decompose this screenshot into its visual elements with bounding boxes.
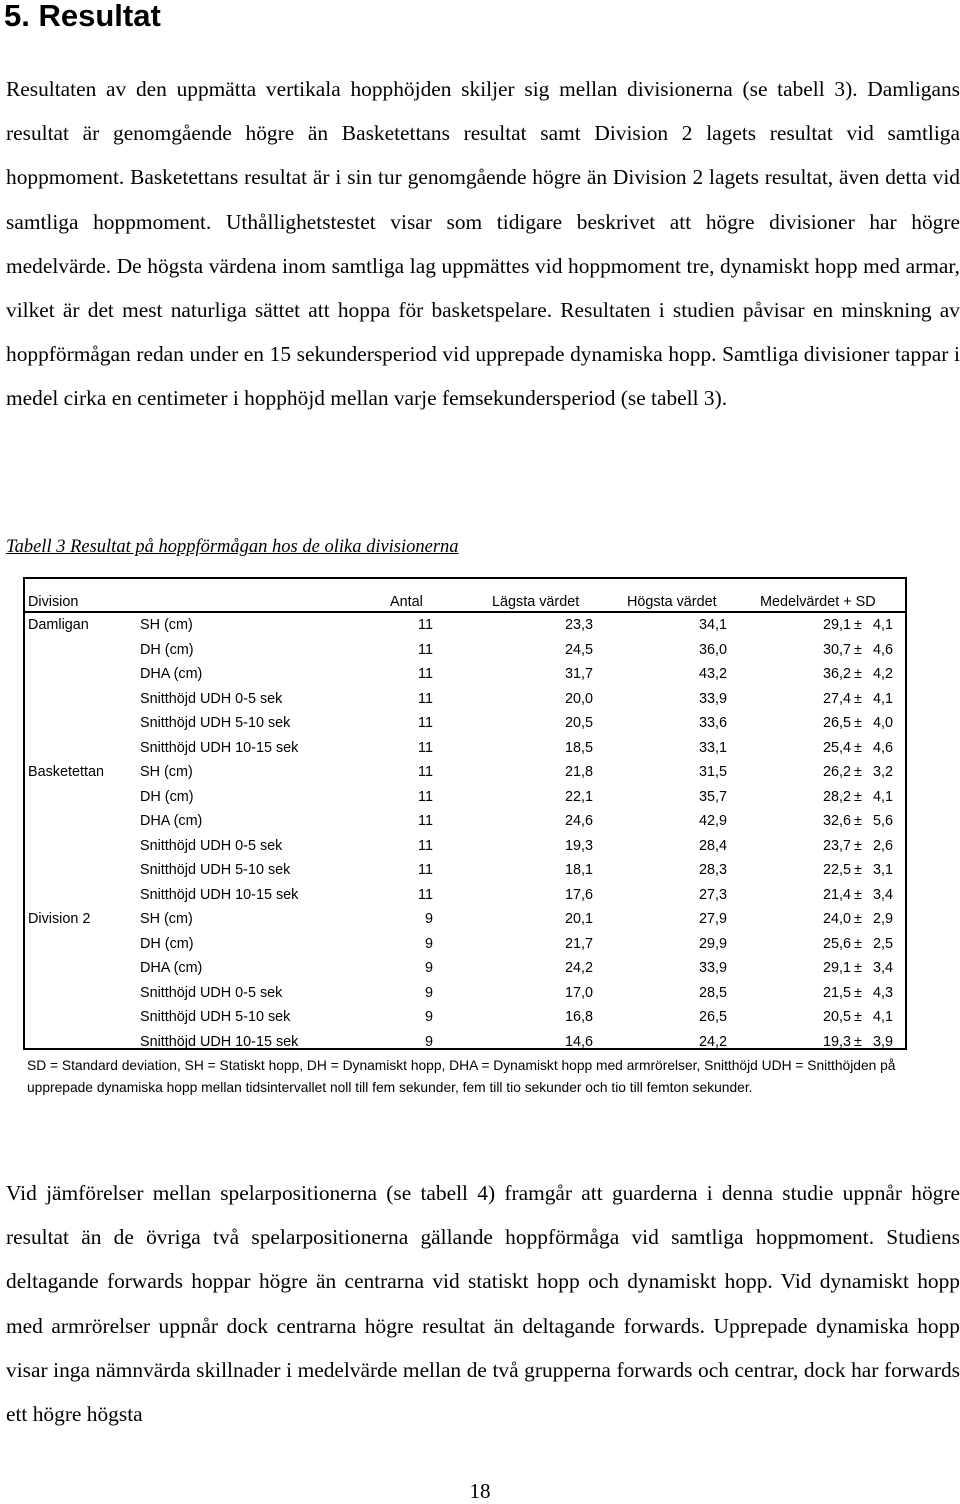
row-antal: 11 [418, 788, 433, 805]
row-mean: 19,3 [822, 1033, 851, 1050]
row-hogsta: 33,6 [698, 715, 727, 731]
row-antal: 11 [418, 739, 433, 756]
row-plusminus: ± [854, 1033, 862, 1050]
row-lagsta: 18,1 [564, 862, 593, 878]
row-sd: 4,0 [872, 715, 893, 731]
row-plusminus: ± [854, 788, 862, 805]
row-antal: 11 [418, 715, 433, 731]
row-measure: DHA (cm) [140, 813, 203, 829]
row-measure: SH (cm) [140, 617, 193, 633]
row-mean: 26,5 [822, 715, 851, 731]
row-mean: 29,1 [822, 960, 851, 976]
results-paragraph: Resultaten av den uppmätta vertikala hopphöjden skiljer sig mellan divisionerna (se tabell 3). Damligans resultat är genomgående högre än Basketettans resultat samt Division 2 lagets resultat vid samtliga hoppmoment. Basketettans resultat är i sin tur genomgående högre än Division 2 lagets resultat, även detta vid samtliga hoppmoment. Uthållighetstestet visar som tidigare beskrivet att högre divisioner har högre medelvärde. De högsta värdena inom samtliga lag uppmättes vid hoppmoment tre, dynamiskt hopp med armar, vilket är det mest naturliga sättet att hoppa för basketspelare. Resultaten i studien påvisar en minskning av hoppförmågan redan under en 15 sekundersperiod vid upprepade dynamiska hopp. Samtliga divisioner tappar i medel cirka en centimeter i hopphöjd mellan varje femsekundersperiod (se tabell 3). [6, 77, 960, 411]
row-division: Basketettan [28, 764, 105, 780]
row-plusminus: ± [854, 837, 862, 854]
table-row [25, 834, 905, 859]
row-plusminus: ± [854, 764, 862, 780]
row-hogsta: 43,2 [698, 666, 727, 682]
table-row [25, 638, 905, 663]
row-mean: 25,6 [822, 935, 851, 952]
row-sd: 4,1 [872, 1009, 893, 1025]
table-row [25, 907, 905, 932]
row-lagsta: 20,5 [564, 715, 593, 731]
row-sd: 5,6 [872, 813, 893, 829]
row-hogsta: 27,9 [698, 911, 727, 927]
row-antal: 11 [418, 837, 433, 854]
row-plusminus: ± [854, 1009, 862, 1025]
row-mean: 20,5 [822, 1009, 851, 1025]
table-row [25, 1030, 905, 1055]
row-measure: DHA (cm) [140, 666, 203, 682]
table-row [25, 736, 905, 761]
row-plusminus: ± [854, 739, 862, 756]
header-lagsta: Lägsta värdet [492, 594, 580, 610]
table-header-row [25, 579, 905, 613]
row-measure: Snitthöjd UDH 10-15 sek [140, 886, 299, 903]
table-row [25, 613, 905, 638]
header-division: Division [28, 594, 79, 610]
table-row [25, 809, 905, 834]
row-sd: 4,1 [872, 617, 893, 633]
table-notes: SD = Standard deviation, SH = Statiskt hopp, DH = Dynamiskt hopp, DHA = Dynamiskt hopp med armrörelser, Snitthöjd UDH = Snitthöjden på upprepade dynamiska hopp mellan tidsintervallet noll till fem sekunder, fem till tio sekunder och tio till femton sekunder. [27, 1058, 896, 1095]
table-row [25, 1005, 905, 1030]
row-mean: 25,4 [822, 739, 851, 756]
row-antal: 11 [418, 886, 433, 903]
header-medel: Medelvärdet + SD [760, 594, 876, 610]
row-antal: 11 [418, 764, 433, 780]
row-plusminus: ± [854, 984, 862, 1001]
row-antal: 9 [424, 1033, 433, 1050]
table-row [25, 932, 905, 957]
row-measure: SH (cm) [140, 764, 193, 780]
row-antal: 9 [424, 984, 433, 1001]
table-row [25, 981, 905, 1006]
row-measure: Snitthöjd UDH 5-10 sek [140, 1009, 291, 1025]
row-lagsta: 21,8 [564, 764, 593, 780]
row-measure: SH (cm) [140, 911, 193, 927]
results-table [23, 577, 907, 1050]
row-lagsta: 24,6 [564, 813, 593, 829]
row-hogsta: 29,9 [698, 935, 727, 952]
row-measure: DH (cm) [140, 788, 194, 805]
row-measure: Snitthöjd UDH 0-5 sek [140, 984, 283, 1001]
row-hogsta: 26,5 [698, 1009, 727, 1025]
row-sd: 4,6 [872, 641, 893, 658]
row-plusminus: ± [854, 911, 862, 927]
row-hogsta: 28,4 [698, 837, 727, 854]
table-caption: Tabell 3 Resultat på hoppförmågan hos de olika divisionerna [6, 537, 459, 557]
page-number: 18 [469, 1479, 491, 1503]
row-plusminus: ± [854, 960, 862, 976]
row-measure: Snitthöjd UDH 10-15 sek [140, 1033, 299, 1050]
row-hogsta: 28,5 [698, 984, 727, 1001]
row-lagsta: 17,6 [564, 886, 593, 903]
row-measure: DH (cm) [140, 641, 194, 658]
row-antal: 11 [418, 617, 433, 633]
row-sd: 4,1 [872, 788, 893, 805]
row-antal: 9 [424, 960, 433, 976]
table-row [25, 883, 905, 908]
row-lagsta: 18,5 [564, 739, 593, 756]
row-lagsta: 22,1 [564, 788, 593, 805]
table-row [25, 785, 905, 810]
row-lagsta: 16,8 [564, 1009, 593, 1025]
row-plusminus: ± [854, 886, 862, 903]
row-measure: Snitthöjd UDH 0-5 sek [140, 690, 283, 707]
row-plusminus: ± [854, 666, 862, 682]
table-row [25, 711, 905, 736]
row-lagsta: 19,3 [564, 837, 593, 854]
row-hogsta: 31,5 [698, 764, 727, 780]
row-mean: 29,1 [822, 617, 851, 633]
row-sd: 3,4 [872, 886, 893, 903]
row-antal: 11 [418, 641, 433, 658]
row-hogsta: 24,2 [698, 1033, 727, 1050]
table-row [25, 662, 905, 687]
row-plusminus: ± [854, 641, 862, 658]
row-mean: 32,6 [822, 813, 851, 829]
row-antal: 11 [418, 666, 433, 682]
row-lagsta: 20,0 [564, 690, 593, 707]
row-mean: 22,5 [822, 862, 851, 878]
row-antal: 11 [418, 862, 433, 878]
row-sd: 4,1 [872, 690, 893, 707]
table-row [25, 858, 905, 883]
row-mean: 30,7 [822, 641, 851, 658]
row-lagsta: 23,3 [564, 617, 593, 633]
row-mean: 26,2 [822, 764, 851, 780]
row-antal: 9 [424, 935, 433, 952]
row-hogsta: 28,3 [698, 862, 727, 878]
row-measure: Snitthöjd UDH 10-15 sek [140, 739, 299, 756]
table-row [25, 687, 905, 712]
row-mean: 21,5 [822, 984, 851, 1001]
row-hogsta: 33,1 [698, 739, 727, 756]
row-sd: 4,3 [872, 984, 893, 1001]
row-lagsta: 24,2 [564, 960, 593, 976]
row-plusminus: ± [854, 862, 862, 878]
row-lagsta: 20,1 [564, 911, 593, 927]
row-mean: 23,7 [822, 837, 851, 854]
row-plusminus: ± [854, 813, 862, 829]
row-mean: 21,4 [822, 886, 851, 903]
row-antal: 11 [418, 813, 433, 829]
row-lagsta: 17,0 [564, 984, 593, 1001]
row-antal: 11 [418, 690, 433, 707]
header-hogsta: Högsta värdet [627, 594, 717, 610]
row-plusminus: ± [854, 935, 862, 952]
row-plusminus: ± [854, 690, 862, 707]
row-sd: 3,1 [872, 862, 893, 878]
row-hogsta: 33,9 [698, 690, 727, 707]
row-sd: 3,9 [872, 1033, 893, 1050]
table-row [25, 956, 905, 981]
row-hogsta: 33,9 [698, 960, 727, 976]
row-measure: Snitthöjd UDH 5-10 sek [140, 862, 291, 878]
table-row [25, 760, 905, 785]
row-measure: Snitthöjd UDH 0-5 sek [140, 837, 283, 854]
row-hogsta: 36,0 [698, 641, 727, 658]
row-division: Damligan [28, 617, 89, 633]
row-mean: 24,0 [822, 911, 851, 927]
row-measure: Snitthöjd UDH 5-10 sek [140, 715, 291, 731]
row-sd: 2,9 [872, 911, 893, 927]
row-hogsta: 35,7 [698, 788, 727, 805]
row-lagsta: 31,7 [564, 666, 593, 682]
row-sd: 4,2 [872, 666, 893, 682]
row-plusminus: ± [854, 715, 862, 731]
row-sd: 2,6 [872, 837, 893, 854]
row-measure: DH (cm) [140, 935, 194, 952]
row-plusminus: ± [854, 617, 862, 633]
row-hogsta: 42,9 [698, 813, 727, 829]
row-sd: 3,2 [872, 764, 893, 780]
row-lagsta: 14,6 [564, 1033, 593, 1050]
positions-paragraph: Vid jämförelser mellan spelarpositionerna (se tabell 4) framgår att guarderna i denna studie uppnår högre resultat än de övriga två spelarpositionerna gällande hoppförmåga vid samtliga hoppmoment. Studiens deltagande forwards hoppar högre än centrarna vid statiskt hopp och dynamiskt hopp. Vid dynamiskt hopp med armrörelser uppnår dock centrarna högre resultat än deltagande forwards. Upprepade dynamiska hopp visar inga nämnvärda skillnader i medelvärde mellan de två grupperna forwards och centrar, dock har forwards ett högre högsta [6, 1181, 960, 1427]
row-antal: 9 [424, 1009, 433, 1025]
row-lagsta: 24,5 [564, 641, 593, 658]
row-hogsta: 27,3 [698, 886, 727, 903]
section-heading: 5. Resultat [4, 0, 161, 33]
row-division: Division 2 [28, 911, 91, 927]
row-sd: 3,4 [872, 960, 893, 976]
row-lagsta: 21,7 [564, 935, 593, 952]
row-mean: 36,2 [822, 666, 851, 682]
row-mean: 27,4 [822, 690, 851, 707]
row-hogsta: 34,1 [698, 617, 727, 633]
row-antal: 9 [424, 911, 433, 927]
row-sd: 4,6 [872, 739, 893, 756]
header-antal: Antal [390, 594, 423, 610]
row-sd: 2,5 [872, 935, 893, 952]
row-mean: 28,2 [822, 788, 851, 805]
row-measure: DHA (cm) [140, 960, 203, 976]
